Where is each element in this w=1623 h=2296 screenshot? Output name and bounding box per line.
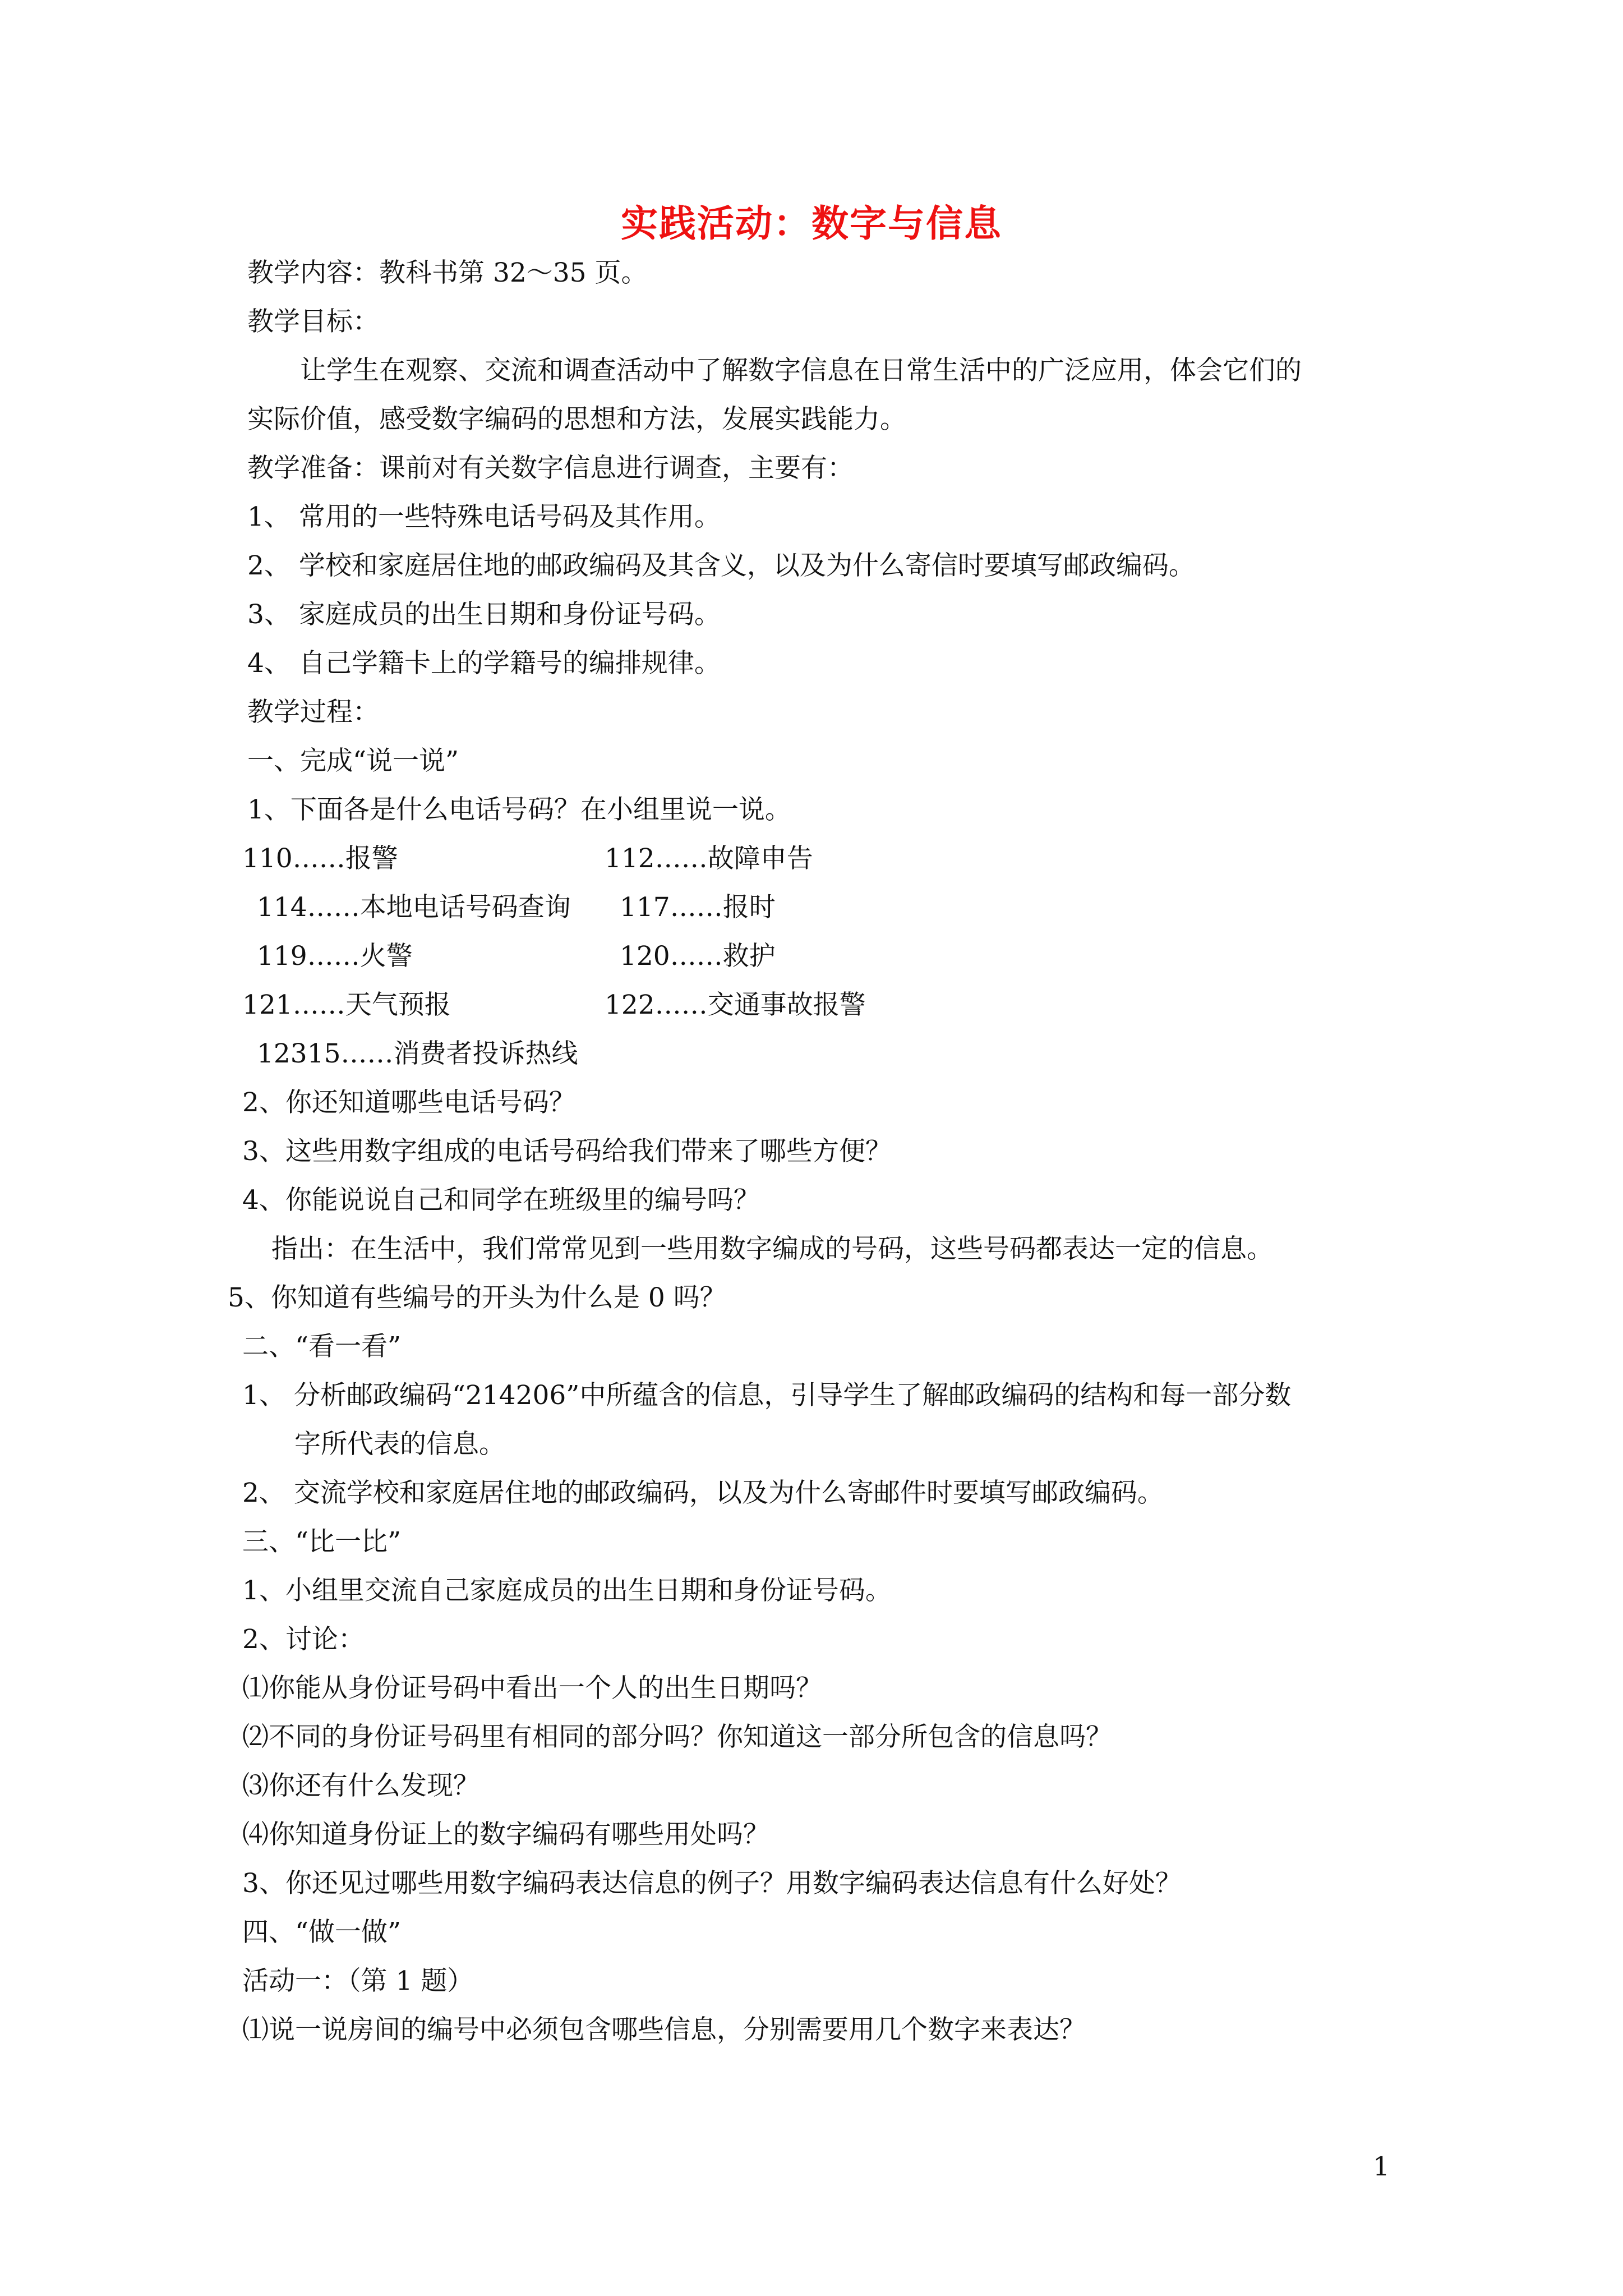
text-line: 3、这些用数字组成的电话号码给我们带来了哪些方便？: [242, 1136, 892, 1167]
text-line: 活动一：（第 1 题）: [242, 1966, 474, 1996]
text-line: 5、你知道有些编号的开头为什么是 0 吗？: [228, 1282, 726, 1313]
list-item: ⑴说一说房间的编号中必须包含哪些信息，分别需要用几个数字来表达？: [242, 2014, 1086, 2045]
text-line: 让学生在观察、交流和调查活动中了解数字信息在日常生活中的广泛应用，体会它们的: [300, 355, 1302, 386]
list-item: 3、 家庭成员的出生日期和身份证号码。: [247, 599, 721, 630]
text-line: 实际价值，感受数字编码的思想和方法，发展实践能力。: [247, 404, 906, 435]
page-number: 1: [1373, 2151, 1390, 2182]
list-item: ⑶你还有什么发现？: [242, 1770, 479, 1801]
list-item: 2、 学校和家庭居住地的邮政编码及其含义，以及为什么寄信时要填写邮政编码。: [247, 550, 1195, 581]
text-line: 教学准备：课前对有关数字信息进行调查，主要有：: [247, 453, 854, 484]
text-line: 2、你还知道哪些电话号码？: [242, 1087, 575, 1118]
phone-number-item: 117……报时: [620, 892, 776, 923]
section-heading: 教学过程：: [247, 697, 379, 728]
text-line: 指出：在生活中，我们常常见到一些用数字编成的号码，这些号码都表达一定的信息。: [271, 1234, 1273, 1264]
list-item: 2、 交流学校和家庭居住地的邮政编码，以及为什么寄邮件时要填写邮政编码。: [242, 1478, 1164, 1508]
phone-number-item: 114……本地电话号码查询: [257, 892, 571, 923]
phone-number-item: 120……救护: [620, 941, 776, 972]
text-line: 教学内容：教科书第 32～35 页。: [247, 257, 648, 288]
phone-number-item: 110……报警: [242, 843, 398, 874]
list-item: 1、 常用的一些特殊电话号码及其作用。: [247, 501, 721, 532]
list-item: 4、 自己学籍卡上的学籍号的编排规律。: [247, 648, 721, 679]
list-item: ⑵不同的身份证号码里有相同的部分吗？你知道这一部分所包含的信息吗？: [242, 1722, 1112, 1752]
document-title: 实践活动：数字与信息: [621, 201, 1002, 245]
section-heading: 四、“做一做”: [242, 1917, 402, 1948]
list-item: 3、你还见过哪些用数字编码表达信息的例子？用数字编码表达信息有什么好处？: [242, 1868, 1182, 1899]
list-item: 2、讨论：: [242, 1624, 365, 1655]
phone-number-item: 12315……消费者投诉热线: [257, 1038, 578, 1069]
phone-number-item: 119……火警: [257, 941, 413, 972]
text-line: 4、你能说说自己和同学在班级里的编号吗？: [242, 1185, 760, 1216]
section-heading: 二、“看一看”: [242, 1331, 402, 1362]
section-heading: 一、完成“说一说”: [247, 746, 459, 776]
text-line: 1、下面各是什么电话号码？在小组里说一说。: [247, 794, 791, 825]
list-item: ⑴你能从身份证号码中看出一个人的出生日期吗？: [242, 1673, 822, 1704]
list-item: 1、小组里交流自己家庭成员的出生日期和身份证号码。: [242, 1575, 892, 1606]
list-item: 1、 分析邮政编码“214206”中所蕴含的信息，引导学生了解邮政编码的结构和每一部分数: [242, 1380, 1292, 1411]
phone-number-item: 121……天气预报: [242, 990, 451, 1020]
phone-number-item: 112……故障申告: [605, 843, 813, 874]
section-heading: 三、“比一比”: [242, 1526, 402, 1557]
text-line: 教学目标：: [247, 306, 379, 337]
phone-number-item: 122……交通事故报警: [605, 990, 866, 1020]
text-line: 字所代表的信息。: [294, 1429, 505, 1460]
list-item: ⑷你知道身份证上的数字编码有哪些用处吗？: [242, 1819, 769, 1850]
